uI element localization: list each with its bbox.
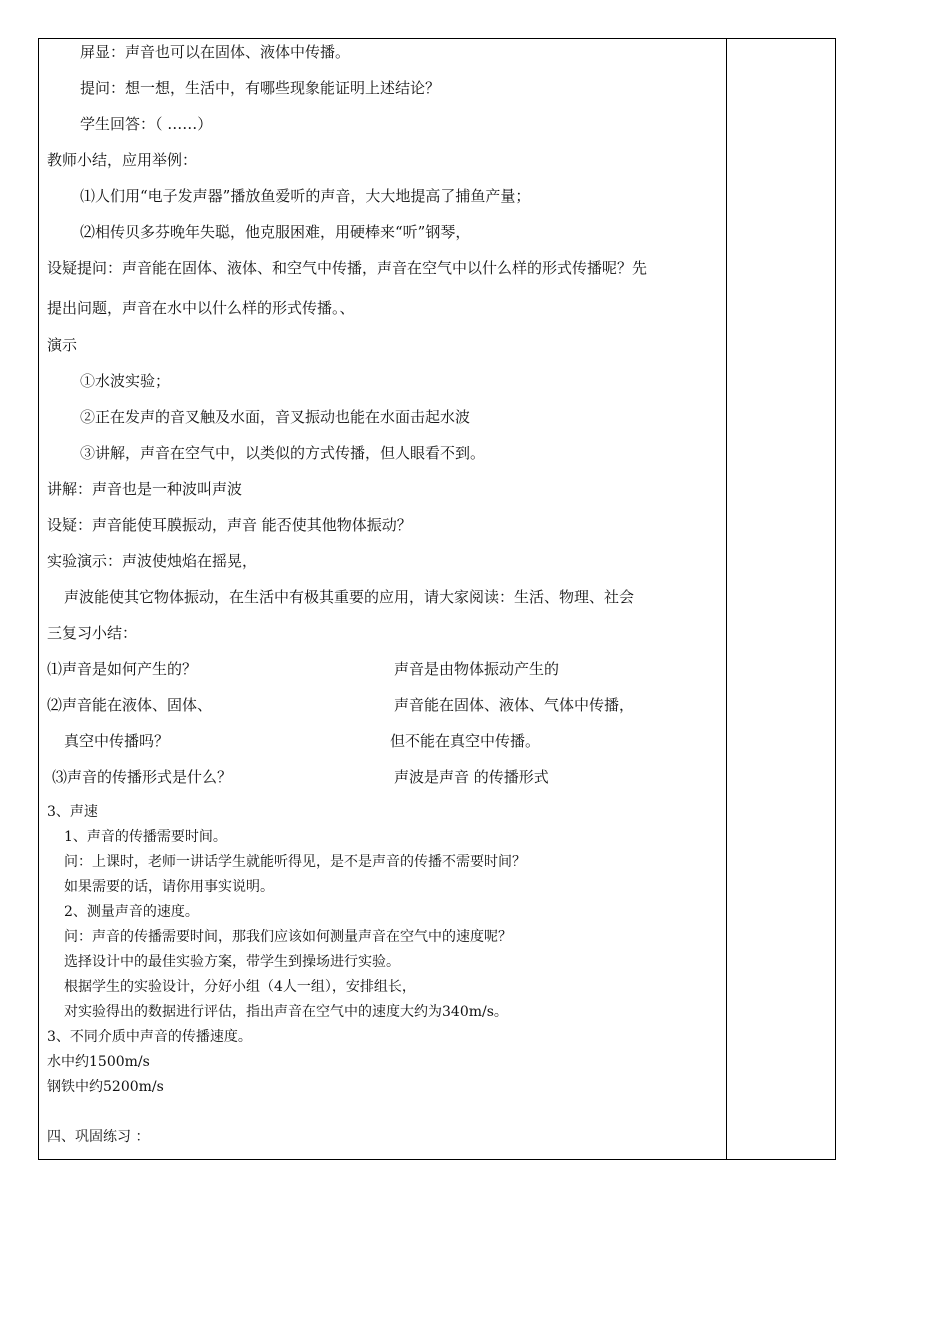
- text-line: ③讲解，声音在空气中，以类似的方式传播，但人眼看不到。: [80, 444, 486, 462]
- review-answer: 但不能在真空中传播。: [390, 732, 541, 750]
- text-line: 提问：想一想，生活中，有哪些现象能证明上述结论？: [80, 79, 441, 97]
- review-answer: 声音能在固体、液体、气体中传播，: [394, 696, 635, 714]
- text-line: ②正在发声的音叉触及水面，音叉振动也能在水面击起水波: [80, 408, 471, 426]
- text-line: 选择设计中的最佳实验方案，带学生到操场进行实验。: [64, 954, 400, 970]
- text-line: 四、巩固练习 ：: [47, 1129, 150, 1145]
- text-line: 如果需要的话，请你用事实说明。: [64, 879, 274, 895]
- review-question: ⑵声音能在液体、固体、: [47, 696, 213, 714]
- text-line: 问：上课时，老师一讲话学生就能听得见，是不是声音的传播不需要时间？: [64, 854, 526, 870]
- review-question: 真空中传播吗？: [64, 732, 170, 750]
- text-line: ①水波实验；: [80, 372, 171, 390]
- text-line: 问：声音的传播需要时间，那我们应该如何测量声音在空气中的速度呢？: [64, 929, 512, 945]
- text-line: 讲解：声音也是一种波叫声波: [47, 480, 243, 498]
- text-line: 对实验得出的数据进行评估，指出声音在空气中的速度大约为340m/s。: [64, 1004, 508, 1020]
- text-line: 3、声速: [47, 804, 98, 820]
- review-answer: 声音是由物体振动产生的: [394, 660, 560, 678]
- text-line: ⑴人们用“电子发声器”播放鱼爱听的声音，大大地提高了捕鱼产量；: [80, 187, 531, 205]
- text-line: 声波能使其它物体振动，在生活中有极其重要的应用，请大家阅读：生活、物理、社会: [64, 588, 635, 606]
- text-line: 3、不同介质中声音的传播速度。: [47, 1029, 252, 1045]
- text-line: 学生回答：（ ……）: [80, 115, 213, 133]
- text-line: 水中约1500m/s: [47, 1054, 150, 1070]
- text-line: 2、测量声音的速度。: [64, 904, 199, 920]
- text-line: 三复习小结：: [47, 624, 138, 642]
- text-line: 屏显：声音也可以在固体、液体中传播。: [80, 43, 351, 61]
- review-answer: 声波是声音 的传播形式: [394, 768, 549, 786]
- text-line: ⑵相传贝多芬晚年失聪，他克服困难，用硬棒来“听”钢琴，: [80, 223, 471, 241]
- text-line: 提出问题，声音在水中以什么样的形式传播。、: [47, 299, 355, 317]
- review-question: ⑴声音是如何产生的？: [47, 660, 198, 678]
- text-line: 演示: [47, 336, 78, 354]
- text-line: 实验演示：声波使烛焰在摇晃，: [47, 552, 258, 570]
- text-line: 设疑提问：声音能在固体、液体、和空气中传播，声音在空气中以什么样的形式传播呢？先: [47, 259, 648, 277]
- text-line: 1、声音的传播需要时间。: [64, 829, 227, 845]
- text-line: 根据学生的实验设计，分好小组（4人一组），安排组长，: [64, 979, 416, 995]
- text-line: 教师小结，应用举例：: [47, 151, 198, 169]
- text-line: 设疑：声音能使耳膜振动，声音 能否使其他物体振动？: [47, 516, 412, 534]
- column-divider: [726, 38, 727, 1160]
- review-question: ⑶声音的传播形式是什么？: [52, 768, 233, 786]
- text-line: 钢铁中约5200m/s: [47, 1079, 164, 1095]
